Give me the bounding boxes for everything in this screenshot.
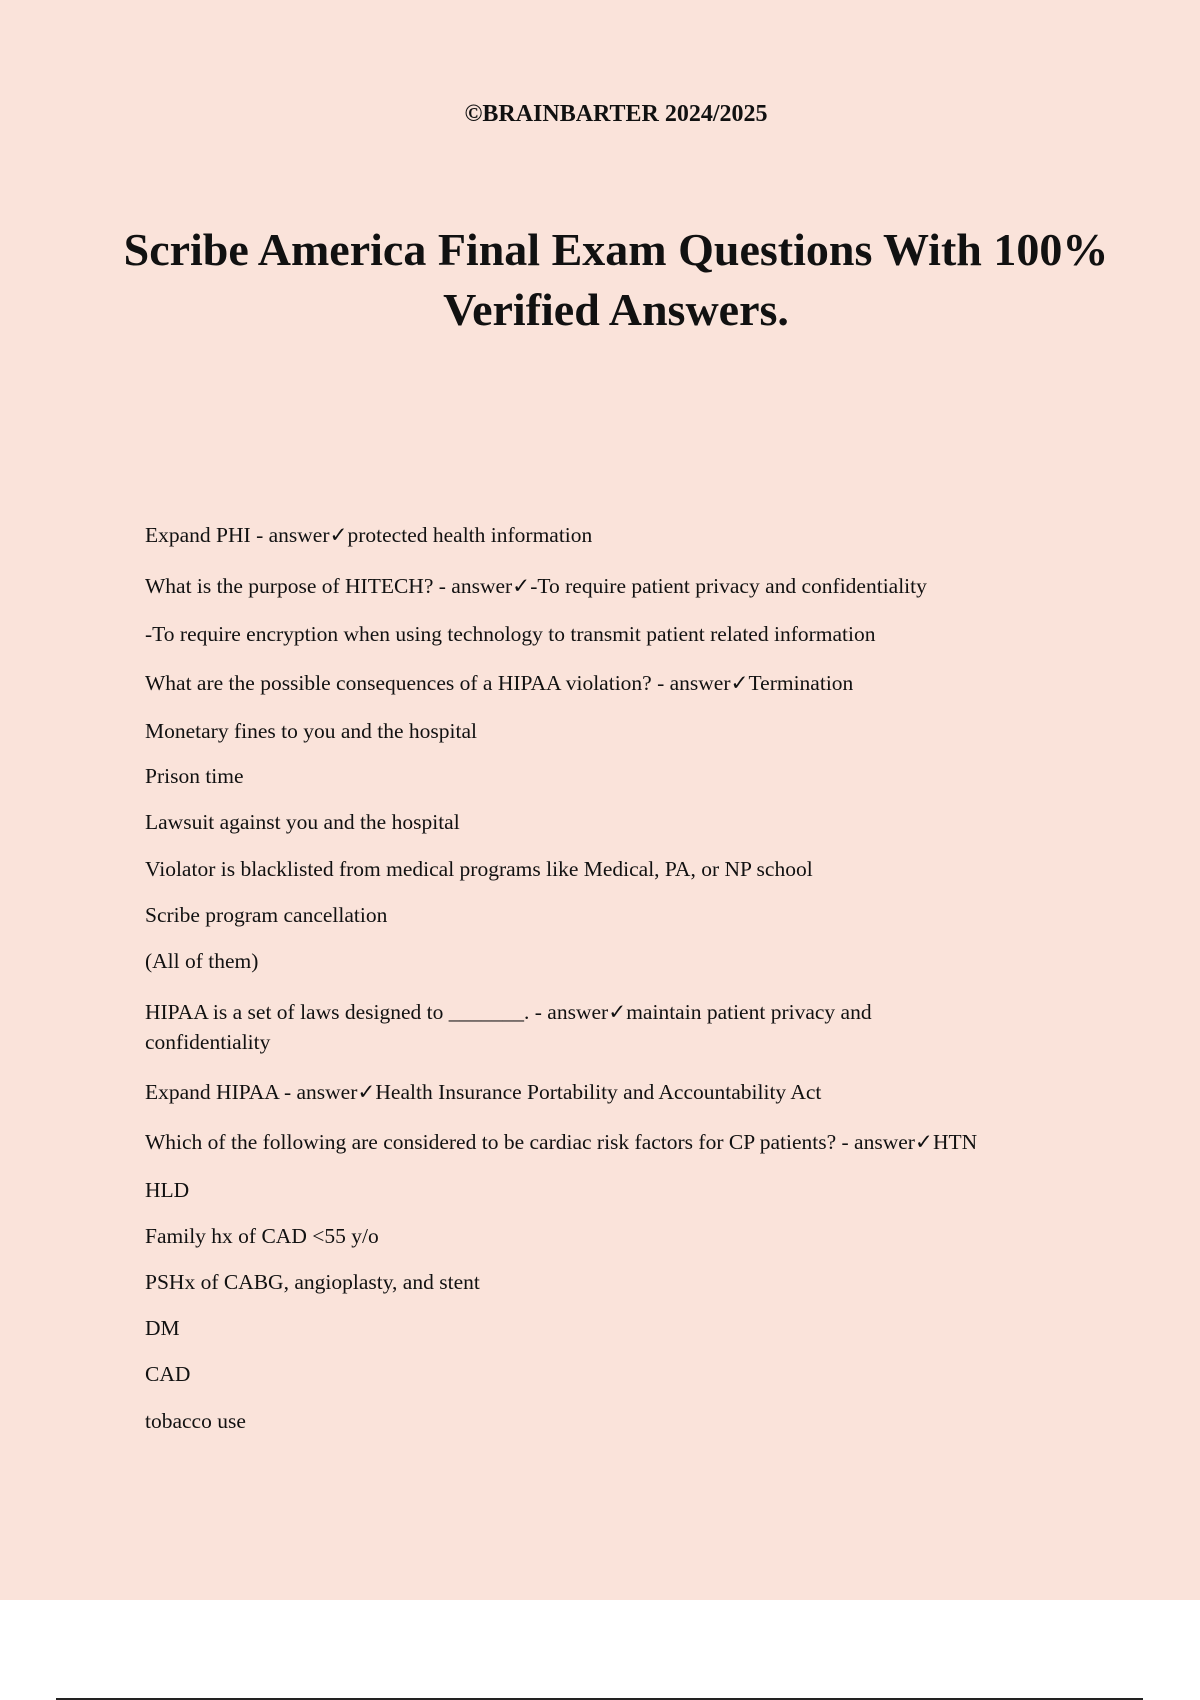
qa-line: DM xyxy=(145,1316,180,1340)
qa-line: -To require encryption when using technology to transmit patient related information xyxy=(145,622,876,646)
qa-line: Prison time xyxy=(145,764,244,788)
qa-line: Violator is blacklisted from medical programs like Medical, PA, or NP school xyxy=(145,857,813,881)
qa-line: Which of the following are considered to be cardiac risk factors for CP patients? - answer✓HTN xyxy=(145,1130,978,1154)
qa-line: What is the purpose of HITECH? - answer✓-To require patient privacy and confidentiality xyxy=(145,574,927,598)
qa-line: Expand HIPAA - answer✓Health Insurance Portability and Accountability Act xyxy=(145,1080,822,1104)
qa-line: Family hx of CAD <55 y/o xyxy=(145,1224,379,1248)
qa-line: PSHx of CABG, angioplasty, and stent xyxy=(145,1270,480,1294)
qa-line: What are the possible consequences of a HIPAA violation? - answer✓Termination xyxy=(145,671,854,695)
qa-line: Monetary fines to you and the hospital xyxy=(145,719,477,743)
qa-line: (All of them) xyxy=(145,949,259,973)
copyright-header: ©BRAINBARTER 2024/2025 xyxy=(464,101,768,127)
qa-line: Scribe program cancellation xyxy=(145,903,388,927)
qa-line: tobacco use xyxy=(145,1409,246,1433)
document-title: Scribe America Final Exam Questions With 100% Verified Answers. xyxy=(123,224,1109,335)
qa-line: HIPAA is a set of laws designed to _______. - answer✓maintain patient privacy and confidentiality xyxy=(145,1000,872,1054)
qa-line: Expand PHI - answer✓protected health information xyxy=(145,523,593,547)
qa-line: CAD xyxy=(145,1362,191,1386)
qa-line: HLD xyxy=(145,1178,190,1202)
qa-line: Lawsuit against you and the hospital xyxy=(145,810,460,834)
